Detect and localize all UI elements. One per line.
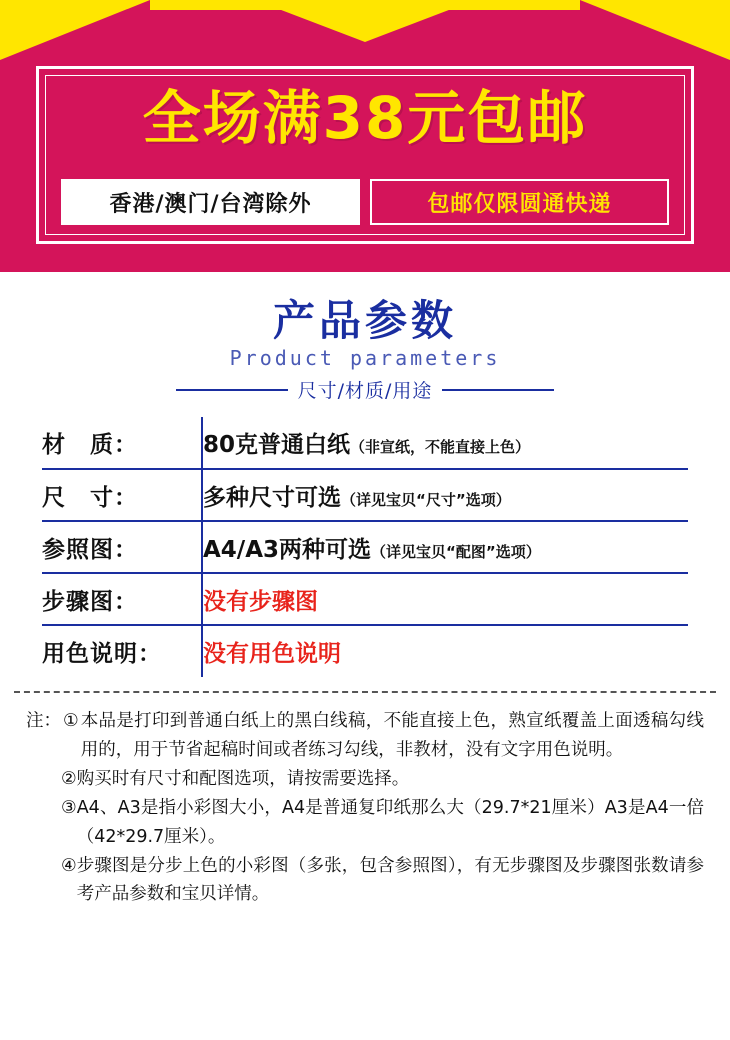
spec-label: 用色说明： <box>42 625 202 677</box>
dashed-divider <box>14 691 716 693</box>
spec-label: 步骤图： <box>42 573 202 625</box>
spec-value-cell <box>202 469 688 521</box>
note-item <box>26 765 704 793</box>
divider-right <box>442 389 554 391</box>
spec-table <box>42 417 688 677</box>
spec-value: 没有步骤图 <box>203 588 318 615</box>
promo-banner <box>0 0 730 272</box>
banner-decor-right <box>580 0 730 60</box>
notes-prefix: 注： <box>26 711 61 732</box>
spec-value-cell <box>202 625 688 677</box>
spec-label: 尺 寸： <box>42 469 202 521</box>
banner-courier-note: 包邮仅限圆通快递 <box>370 179 669 225</box>
banner-decor-left <box>0 0 150 60</box>
spec-value: 没有用色说明 <box>203 641 341 668</box>
product-parameters-header <box>0 298 730 403</box>
spec-value-note: （详见宝贝“尺寸”选项） <box>341 490 511 509</box>
note-marker: ② <box>61 768 77 789</box>
banner-decor-mid <box>255 0 475 42</box>
spec-value: A4/A3两种可选 <box>203 536 372 563</box>
table-row <box>42 625 688 677</box>
table-row <box>42 573 688 625</box>
note-text: A4、A3是指小彩图大小，A4是普通复印纸那么大（29.7*21厘米）A3是A4一倍（42*29.7厘米）。 <box>76 798 704 847</box>
note-marker: ④ <box>61 855 77 876</box>
note-text: 步骤图是分步上色的小彩图（多张，包含参照图），有无步骤图及步骤图张数请参考产品参数和宝贝详情。 <box>76 855 704 905</box>
params-subtitle-row <box>0 376 730 403</box>
spec-value: 80克普通白纸 <box>203 432 351 459</box>
spec-value-cell <box>202 521 688 573</box>
note-item <box>26 794 704 851</box>
divider-left <box>176 389 288 391</box>
notes-section <box>26 707 704 908</box>
table-row <box>42 469 688 521</box>
spec-value-note: （非宣纸，不能直接上色） <box>350 438 531 457</box>
spec-value-cell <box>202 573 688 625</box>
note-text: 本品是打印到普通白纸上的黑白线稿，不能直接上色，熟宣纸覆盖上面透稿勾线用的，用于节省起稿时间或者练习勾线，非教材，没有文字用色说明。 <box>80 711 704 760</box>
banner-frame <box>36 66 694 244</box>
table-row <box>42 521 688 573</box>
note-marker: ③ <box>61 798 77 819</box>
note-item <box>26 852 704 909</box>
params-subtitle: 尺寸/材质/用途 <box>297 380 433 403</box>
params-title-en: Product parameters <box>229 346 501 371</box>
spec-label: 材 质： <box>42 417 202 469</box>
spec-value: 多种尺寸可选 <box>203 484 341 511</box>
note-text: 购买时有尺寸和配图选项，请按需要选择。 <box>76 768 410 789</box>
table-row <box>42 417 688 469</box>
spec-value-note: （详见宝贝“配图”选项） <box>371 542 541 561</box>
spec-value-cell <box>202 417 688 469</box>
spec-label: 参照图： <box>42 521 202 573</box>
banner-exclusion-note: 香港/澳门/台湾除外 <box>61 179 360 225</box>
banner-subrow <box>61 179 669 225</box>
note-marker: ① <box>63 711 79 732</box>
note-item <box>26 707 704 764</box>
params-title-cn: 产品参数 <box>272 296 457 345</box>
banner-headline: 全场满38元包邮 <box>142 84 588 152</box>
